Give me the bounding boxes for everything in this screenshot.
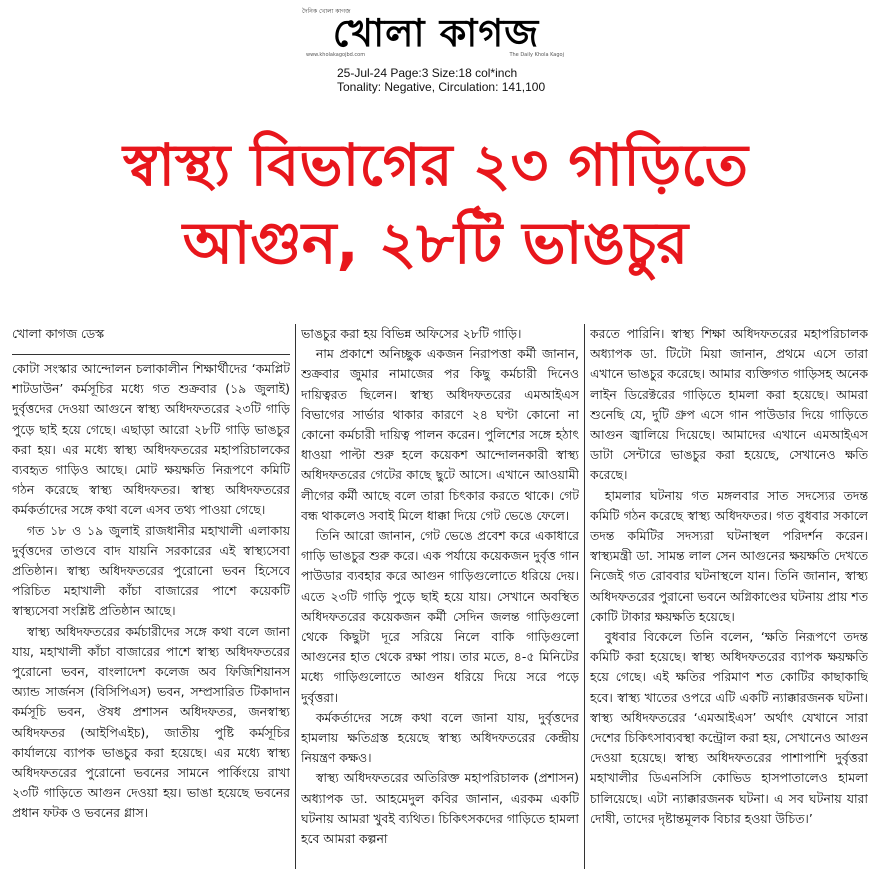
headline-line-2: আগুন, ২৮টি ভাঙচুর [182, 209, 689, 277]
article-column-1 [12, 324, 290, 874]
clipping-date-page-size: 25-Jul-24 Page:3 Size:18 col*inch [337, 66, 518, 80]
paragraph: স্বাস্থ্য অধিদফতরের অতিরিক্ত মহাপরিচালক (প্রশাসন) অধ্যাপক ডা. আহমেদুল কবির জানান, এরকম একটি ঘটনায় আমরা খুবই ব্যথিত। চিকিৎসকদের গাড়িতে হামলা হবে আমরা কল্পনা [301, 770, 579, 847]
article-column-2 [301, 324, 579, 874]
paragraph: কোটা সংস্কার আন্দোলন চলাকালীন শিক্ষার্থীদের ‘কমপ্লিট শাটডাউন’ কর্মসূচির মধ্যে গত শুক্রবার (১৯ জুলাই) দুর্বৃত্তদের দেওয়া আগুনে স্বাস্থ্য অধিদফতরের ২৩টি গাড়ি পুড়ে ছাই হয়ে গেছে। এছাড়া আরো ২৮টি গাড়ি ভাঙচুর করা হয়। এর মধ্যে স্বাস্থ্য অধিদফতরের মহাপরিচালকের ব্যবহৃত গাড়িও আছে। মোট ক্ষয়ক্ষতি নিরূপণে কমিটি গঠন করেছে স্বাস্থ্য অধিদফতর। স্বাস্থ্য অধিদফতরের কর্মকর্তাদের সঙ্গে কথা বলে এসব তথ্য পাওয়া গেছে। [12, 361, 290, 518]
paragraph: তিনি আরো জানান, গেট ভেঙে প্রবেশ করে একাধারে গাড়ি ভাঙচুর শুরু করে। এক পর্যায়ে কয়েকজন দুর্বৃত্ত গান পাউডার ব্যবহার করে আগুন গাড়িগুলোতে ধরিয়ে দেয়। এতে ২৩টি গাড়ি পুড়ে ছাই হয়ে যায়। সেখানে অবস্থিত অধিদফতরের কয়েকজন কর্মী সেদিন জলন্ত গাড়িগুলো থেকে কিছুটা দূরে সরিয়ে নিলে বাকি গাড়িগুলো আগুনের হাত থেকে রক্ষা পায়। তার মতে, ৪-৫ মিনিটের মধ্যে গাড়িগুলোতে আগুন ধরিয়ে দিয়ে সরে পড়ে দুর্বৃত্তরা। [301, 528, 579, 705]
clipping-tonality-circulation: Tonality: Negative, Circulation: 141,100 [337, 80, 546, 94]
paragraph: নাম প্রকাশে অনিচ্ছুক একজন নিরাপত্তা কর্মী জানান, শুক্রবার জুমার নামাজের পর কিছু কর্মচারী দিনেও দায়িত্বরত ছিলেন। স্বাস্থ্য অধিদফতরের এমআইএস বিভাগের সার্ভার থাকার কারণে ২৪ ঘণ্টা কোনো না কোনো কর্মচারী দায়িত্ব পালন করেন। পুলিশের সঙ্গে হঠাৎ ধাওয়া পাল্টা শুরু হলে কয়েকশ আন্দোলনকারী স্বাস্থ্য অধিদফতরের গেটের কাছে ছুটে আসে। এখানে আওয়ামী লীগের কর্মী আছে বলে তারা চিৎকার করতে থাকে। গেট বন্ধ থাকলেও সবাই মিলে ধাক্কা দিয়ে গেট ভেঙে ফেলে। [301, 346, 579, 523]
column-divider [584, 324, 585, 869]
paragraph: করতে পারিনি। স্বাস্থ্য শিক্ষা অধিদফতরের মহাপরিচালক অধ্যাপক ডা. টিটো মিয়া জানান, প্রথমে এসে তারা এখানে ভাঙচুর করেছে। আমার ব্যক্তিগত গাড়িসহ অনেক লাইন ডিরেক্টরের গাড়িতে হামলা করা হয়েছে। আমরা শুনেছি যে, দুটি গ্রুপ এসে গান পাউডার দিয়ে গাড়িতে আগুন জ্বালিয়ে দিয়েছে। আমাদের এখানে এমআইএস ডাটা সেন্টারে ভাঙচুর করা হয়েছে, সেখানেও ক্ষতি করেছে। [590, 326, 868, 483]
paragraph: হামলার ঘটনায় গত মঙ্গলবার সাত সদস্যের তদন্ত কমিটি গঠন করেছে স্বাস্থ্য অধিদফতর। গত বুধবার সকালে তদন্ত কমিটির সদস্যরা ঘটনাস্থল পরিদর্শন করেন। স্বাস্থ্যমন্ত্রী ডা. সামন্ত লাল সেন আগুনের ক্ষয়ক্ষতি দেখতে নিজেই গত রোববার ঘটনাস্থলে যান। তিনি জানান, স্বাস্থ্য অধিদফতরের পুরানো ভবনে অগ্নিকাণ্ডের ঘটনায় প্রায় শত কোটি টাকার ক্ষয়ক্ষতি হয়েছে। [590, 487, 868, 624]
masthead-tagline: দৈনিক খোলা কাগজ [302, 8, 351, 15]
paragraph: বুধবার বিকেলে তিনি বলেন, ‘ক্ষতি নিরূপণে তদন্ত কমিটি করা হয়েছে। স্বাস্থ্য অধিদফতরের ব্যাপক ক্ষয়ক্ষতি হয়ে গেছে। এই ক্ষতির পরিমাণ শত কোটির কাছাকাছি হবে। স্বাস্থ্য খাতের ওপরে এটি একটি ন্যাক্কারজনক ঘটনা। স্বাস্থ্য অধিদফতরের ‘এমআইএস’ অর্থাৎ যেখানে সারা দেশের চিকিৎসাব্যবস্থা কন্ট্রোল করা হয়, সেখানেও আগুন দেওয়া হয়েছে। স্বাস্থ্য অধিদফতরের পাশাপাশি দুর্বৃত্তরা মহাখালীর ডিএনসিসি কোভিড হাসপাতালেও হামলা চালিয়েছে। এটা ন্যাক্কারজনক ঘটনা। এ সব ঘটনায় যারা দোষী, তাদের দৃষ্টান্তমূলক বিচার হওয়া উচিত।’ [590, 629, 868, 826]
headline-line-1: স্বাস্থ্য বিভাগের ২৩ গাড়িতে [122, 131, 749, 199]
article-column-3 [590, 324, 868, 874]
paragraph: গত ১৮ ও ১৯ জুলাই রাজধানীর মহাখালী এলাকায় দুর্বৃত্তদের তাণ্ডবে বাদ যায়নি সরকারের এই স্বাস্থ্যসেবা প্রতিষ্ঠান। স্বাস্থ্য অধিদফতরের পুরোনো ভবন হিসেবে পরিচিত মহাখালী কাঁচা বাজারের পাশে কয়েকটি স্বাস্থ্যসেবা সংশ্লিষ্ট প্রতিষ্ঠান আছে। [12, 522, 290, 619]
column-divider [295, 324, 296, 869]
clipping-meta [337, 66, 545, 94]
byline: খোলা কাগজ ডেস্ক [12, 324, 290, 355]
masthead-website: www.kholakagojbd.com [306, 52, 366, 58]
paragraph: কর্মকর্তাদের সঙ্গে কথা বলে জানা যায়, দুর্বৃত্তদের হামলায় ক্ষতিগ্রস্ত হয়েছে স্বাস্থ্য অধিদফতরের কেন্দ্রীয় নিয়ন্ত্রণ কক্ষও। [301, 709, 579, 766]
paragraph: ভাঙচুর করা হয় বিভিন্ন অফিসের ২৮টি গাড়ি। [301, 326, 522, 341]
masthead-logo: খোলা কাগজ [332, 11, 540, 55]
headline [10, 126, 861, 282]
paragraph: স্বাস্থ্য অধিদফতরের কর্মচারীদের সঙ্গে কথা বলে জানা যায়, মহাখালী কাঁচা বাজারের পাশে স্বাস্থ্য অধিদফতরের পুরোনো ভবন, বাংলাদেশ কলেজ অব ফিজিশিয়ানস অ্যান্ড সার্জনস (বিসিপিএস) ভবন, সম্প্রসারিত টিকাদান কর্মসূচি ভবন, ঔষধ প্রশাসন অধিদফতর, জনস্বাস্থ্য অধিদফতর (আইপিএইচ), জাতীয় পুষ্টি কর্মসূচির কার্যালয়ে ব্যাপক ভাঙচুর করা হয়েছে। এর মধ্যে স্বাস্থ্য অধিদফতরের পুরোনো ভবনের সামনে পার্কিংয়ে রাখা ২৩টি গাড়িতে আগুন দেওয়া হয়। ভাঙা হয়েছে ভবনের প্রধান ফটক ও ভবনের গ্লাস। [12, 623, 290, 821]
article-body [12, 324, 868, 874]
masthead [296, 6, 576, 62]
masthead-english-name: The Daily Khola Kagoj [509, 52, 564, 58]
